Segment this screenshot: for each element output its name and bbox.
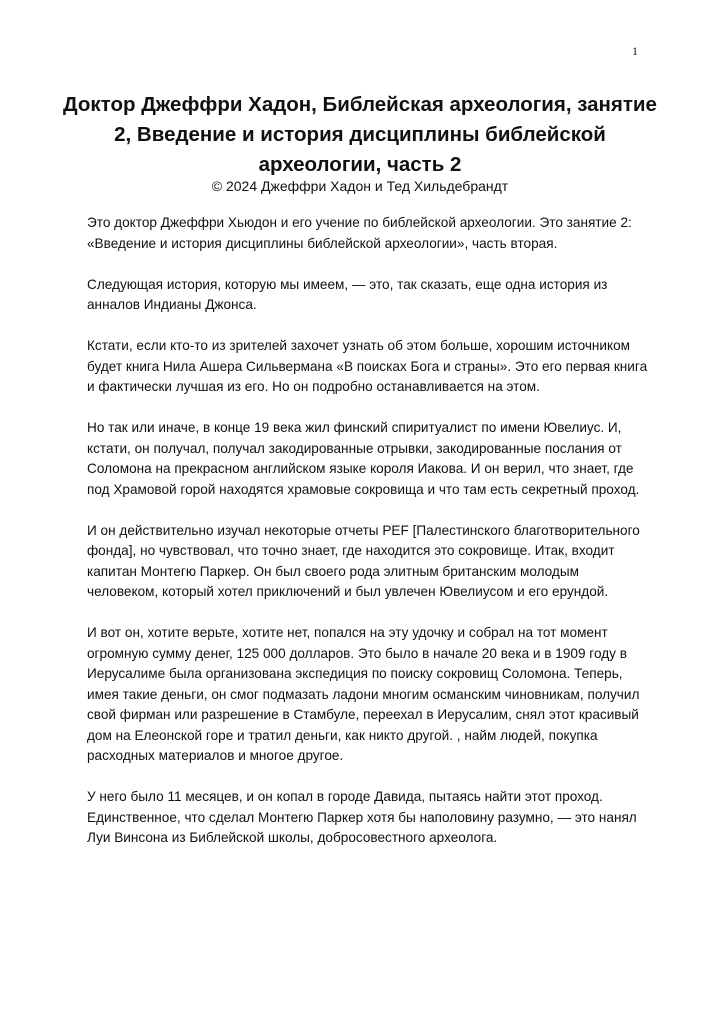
paragraph: И он действительно изучал некоторые отчеты PEF [Палестинского благотворительного фонда], но чувствовал, что точно знает, где находится это сокровище. Итак, входит капитан Монтегю Паркер. Он был своего рода элитным британским молодым человеком, который хотел приключений и был увлечен Ювелиусом и его ерундой. (87, 522, 640, 599)
paragraph: У него было 11 месяцев, и он копал в городе Давида, пытаясь найти этот проход. Единственное, что сделал Монтегю Паркер хотя бы наполовину разумно, — это нанял Луи Винсона из Библейской школы, добросовестного археолога. (87, 789, 637, 845)
paragraph: И вот он, хотите верьте, хотите нет, попался на эту удочку и собрал на тот момент огромную сумму денег, 125 000 долларов. Это было в начале 20 века и в 1909 году в Иерусалиме была организована экспедиция по поиску сокровищ Соломона. Теперь, имея такие деньги, он смог подмазать ладони многим османским чиновникам, получил свой фирман или разрешение в Стамбуле, переехал в Иерусалим, снял этот красивый дом на Елеонской горе и тратил деньги, как никто другой. , найм людей, покупка расходных материалов и многое другое. (87, 625, 640, 763)
document-body (87, 213, 653, 869)
paragraph: Кстати, если кто-то из зрителей захочет узнать об этом больше, хорошим источником будет книга Нила Ашера Сильвермана «В поисках Бога и страны». Это его первая книга и фактически лучшая из его. Но он подробно останавливается на этом. (87, 338, 648, 394)
copyright-line: © 2024 Джеффри Хадон и Тед Хильдебрандт (211, 178, 509, 194)
document-title: Доктор Джеффри Хадон, Библейская археология, занятие 2, Введение и история дисциплины библейской археологии, часть 2 (63, 93, 657, 176)
paragraph: Следующая история, которую мы имеем, — это, так сказать, еще одна история из анналов Индианы Джонса. (87, 276, 608, 312)
paragraph: Но так или иначе, в конце 19 века жил финский спиритуалист по имени Ювелиус. И, кстати, он получал, получал закодированные отрывки, закодированные послания от Соломона на прекрасном английском языке короля Иакова. И он верил, что знает, где под Храмовой горой находятся храмовые сокровища и что там есть секретный проход. (87, 420, 640, 497)
paragraph: Это доктор Джеффри Хьюдон и его учение по библейской археологии. Это занятие 2: «Введение и история дисциплины библейской археологии», часть вторая. (87, 215, 632, 251)
page-number: 1 (632, 44, 638, 58)
